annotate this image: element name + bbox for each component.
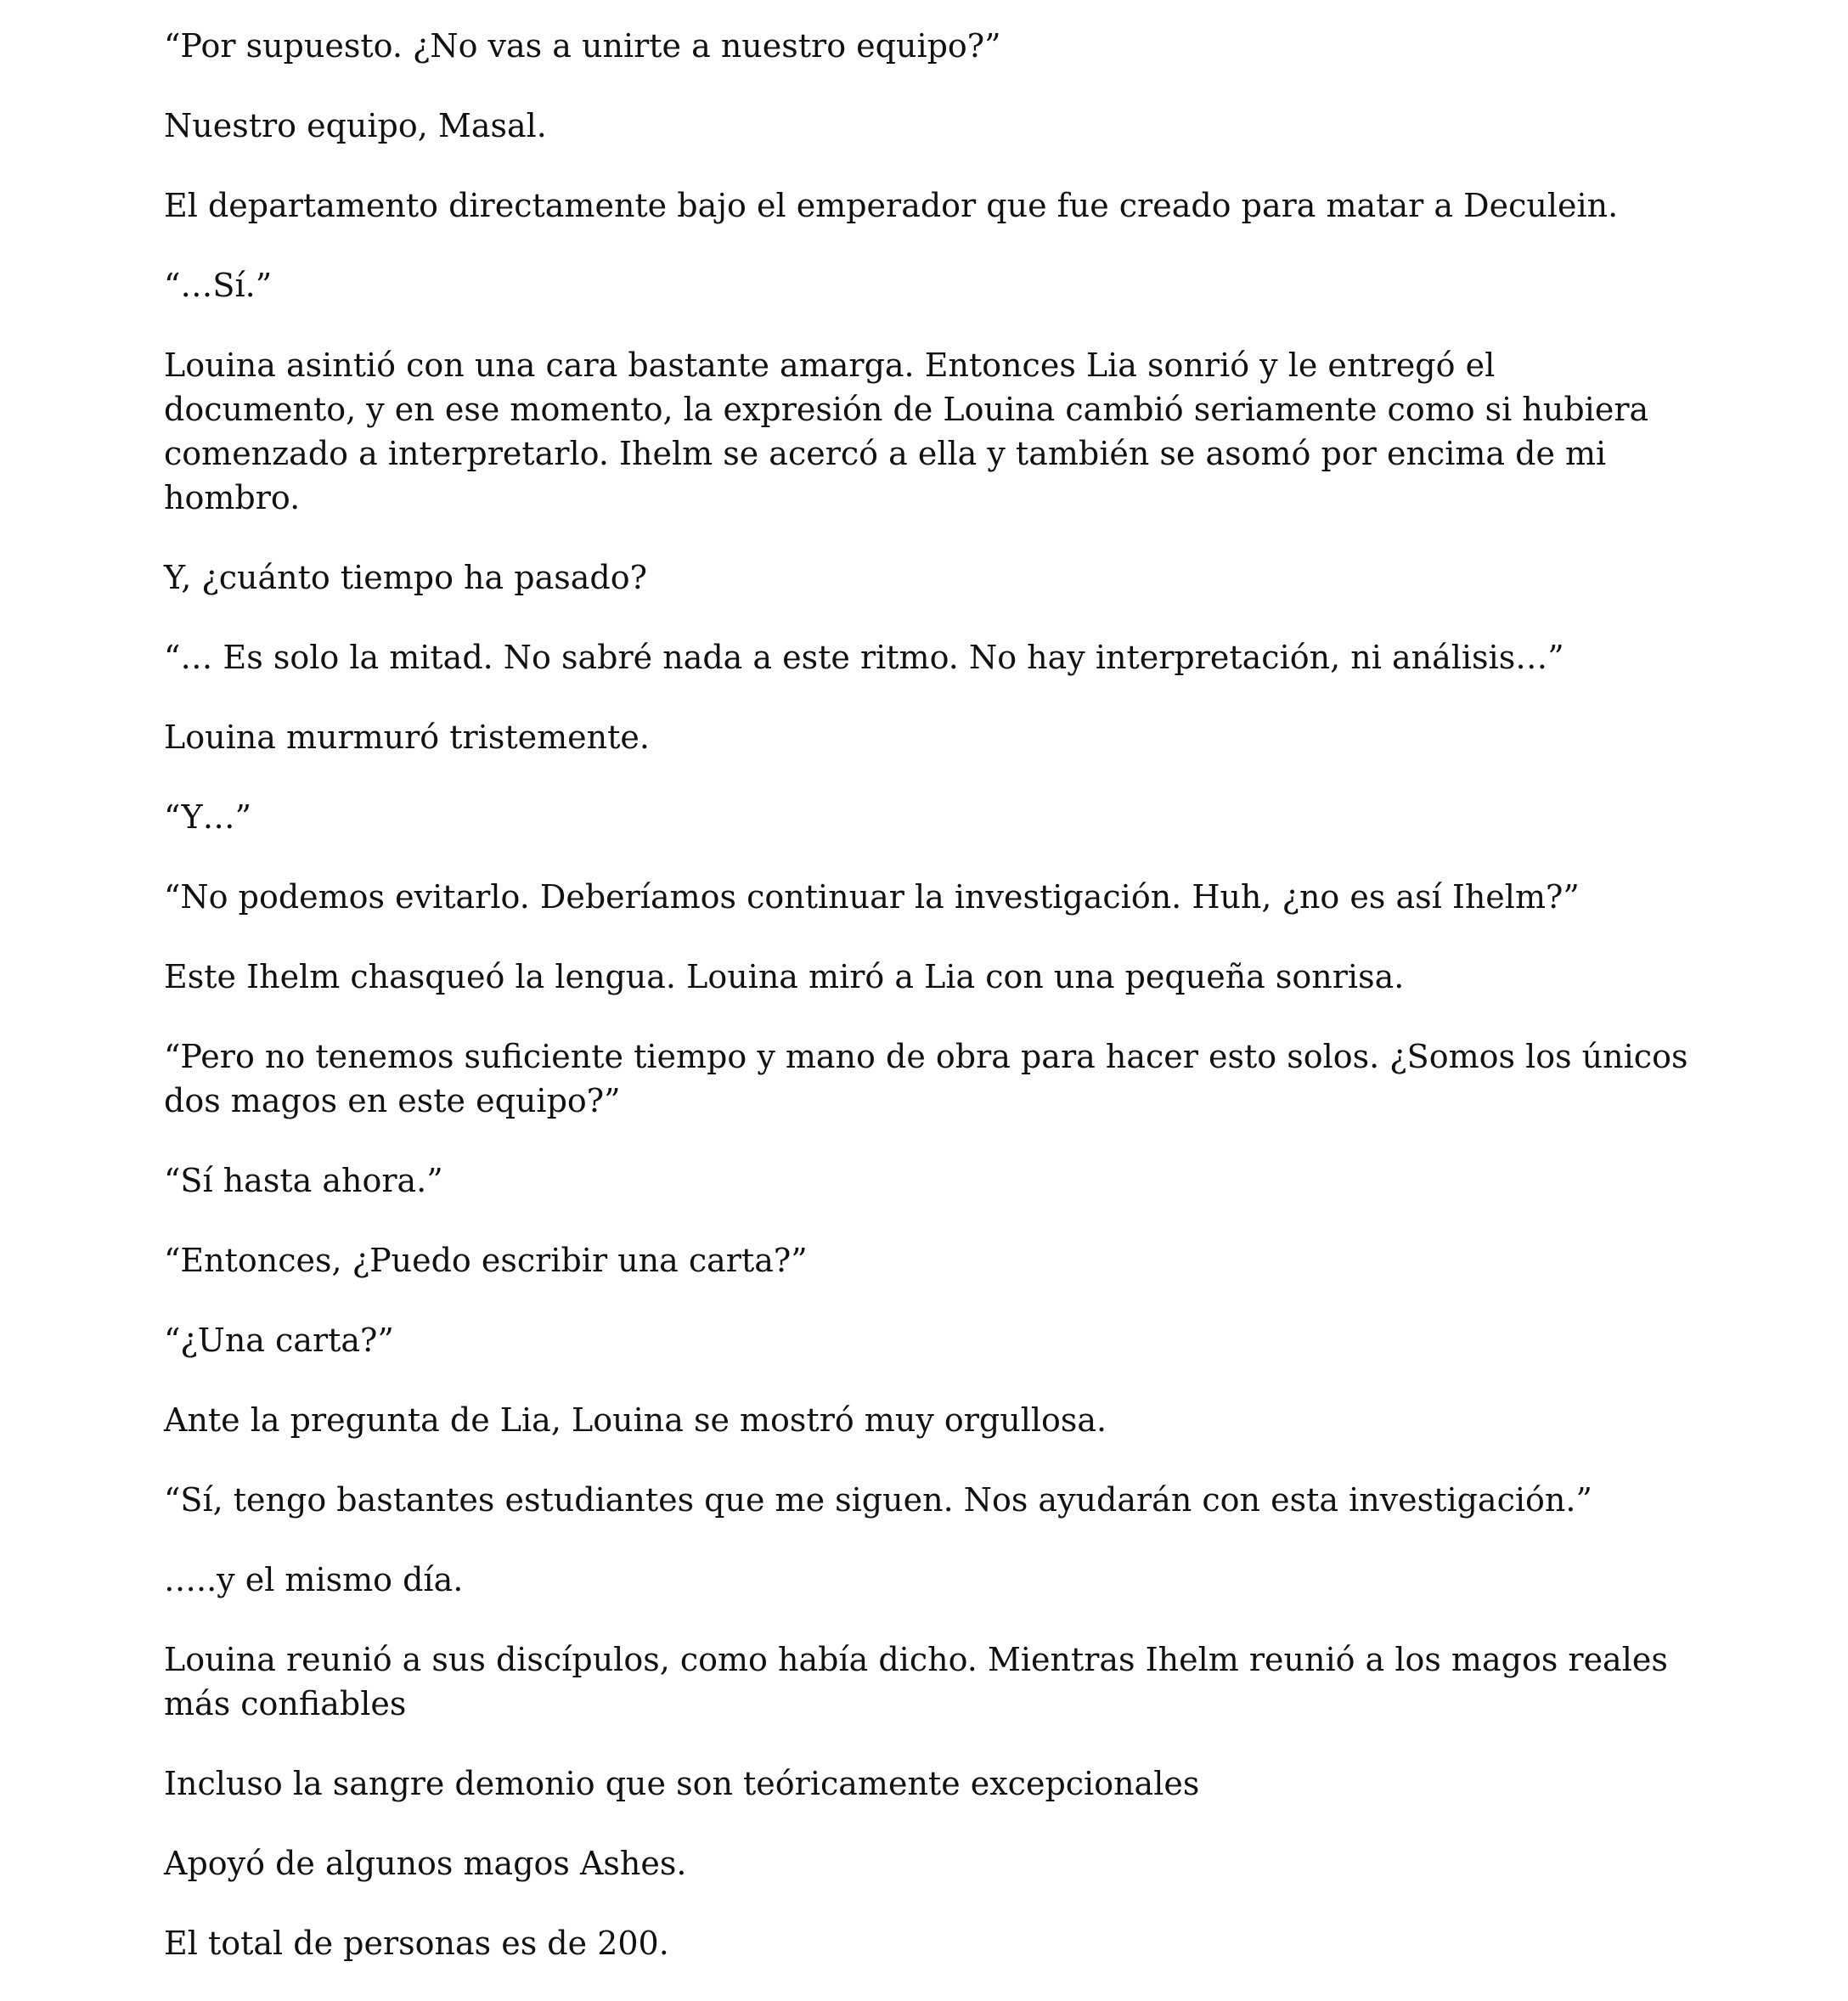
paragraph: Louina asintió con una cara bastante amarga. Entonces Lia sonrió y le entregó el documento, y en ese momento, la expresión de Louina cambió seriamente como si hubiera comenzado a interpretarlo. Ihelm se acercó a ella y también se asomó por encima de mi hombro. <box>164 347 1649 516</box>
paragraph: “Sí hasta ahora.” <box>164 1162 443 1199</box>
paragraph: “…Sí.” <box>164 267 273 304</box>
paragraph: Louina murmuró tristemente. <box>164 719 650 756</box>
paragraph: “Pero no tenemos suficiente tiempo y mano de obra para hacer esto solos. ¿Somos los únicos dos magos en este equipo?” <box>164 1038 1688 1119</box>
paragraph: Incluso la sangre demonio que son teóricamente excepcionales <box>164 1765 1200 1802</box>
paragraph: “… Es solo la mitad. No sabré nada a este ritmo. No hay interpretación, ni análisis…” <box>164 639 1564 676</box>
paragraph: Ante la pregunta de Lia, Louina se mostró muy orgullosa. <box>164 1401 1107 1439</box>
paragraph: Nuestro equipo, Masal. <box>164 107 547 144</box>
document-body <box>164 24 1693 2001</box>
paragraph: El departamento directamente bajo el emperador que fue creado para matar a Deculein. <box>164 187 1619 224</box>
paragraph: “Sí, tengo bastantes estudiantes que me siguen. Nos ayudarán con esta investigación.” <box>164 1481 1592 1519</box>
paragraph: “Por supuesto. ¿No vas a unirte a nuestro equipo?” <box>164 27 1001 65</box>
paragraph: Louina reunió a sus discípulos, como había dicho. Mientras Ihelm reunió a los magos reales más confiables <box>164 1641 1668 1722</box>
paragraph: “No podemos evitarlo. Deberíamos continuar la investigación. Huh, ¿no es así Ihelm?” <box>164 878 1580 916</box>
paragraph: Este Ihelm chasqueó la lengua. Louina miró a Lia con una pequeña sonrisa. <box>164 958 1405 995</box>
paragraph: Y, ¿cuánto tiempo ha pasado? <box>164 559 647 596</box>
paragraph: …..y el mismo día. <box>164 1561 464 1598</box>
paragraph: El total de personas es de 200. <box>164 1925 669 1962</box>
paragraph: “Entonces, ¿Puedo escribir una carta?” <box>164 1242 808 1279</box>
paragraph: Apoyó de algunos magos Ashes. <box>164 1845 687 1882</box>
paragraph: “Y…” <box>164 798 251 836</box>
paragraph: “¿Una carta?” <box>164 1322 394 1359</box>
